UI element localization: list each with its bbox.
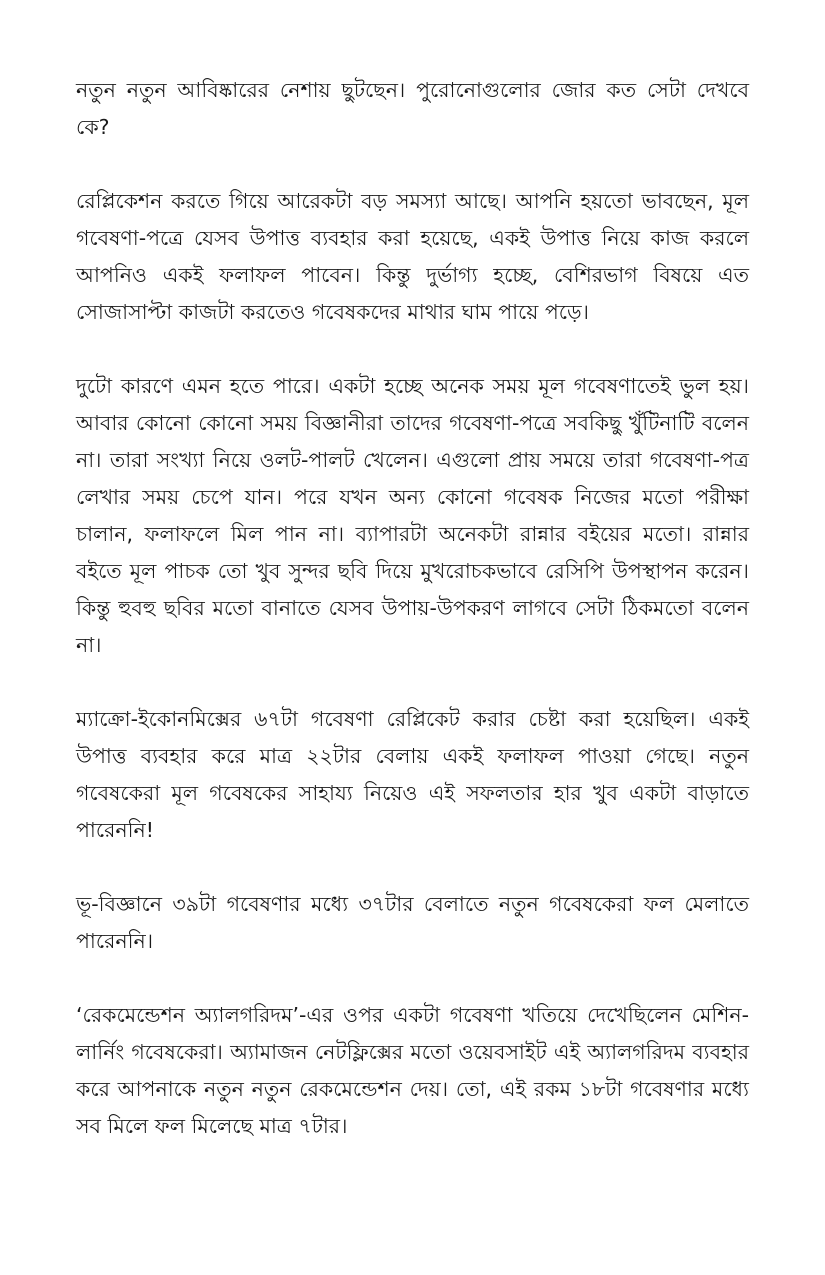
document-page [76, 72, 749, 1145]
paragraph-6: ‘রেকমেন্ডেশন অ্যালগরিদম’-এর ওপর একটা গবেষণা খতিয়ে দেখেছিলেন মেশিন-লার্নিং গবেষকেরা। অ্যামাজন নেটফ্লিক্সের মতো ওয়েবসাইট এই অ্যালগরিদম ব্যবহার করে আপনাকে নতুন নতুন রেকমেন্ডেশন দেয়। তো, এই রকম ১৮টা গবেষণার মধ্যে সব মিলে ফল মিলেছে মাত্র ৭টার। [76, 1003, 749, 1138]
paragraph-5: ভূ-বিজ্ঞানে ৩৯টা গবেষণার মধ্যে ৩৭টার বেলাতে নতুন গবেষকেরা ফল মেলাতে পারেননি। [76, 892, 749, 953]
paragraph-2: রেপ্লিকেশন করতে গিয়ে আরেকটা বড় সমস্যা আছে। আপনি হয়তো ভাবছেন, মূল গবেষণা-পত্রে যেসব উপাত্ত ব্যবহার করা হয়েছে, একই উপাত্ত নিয়ে কাজ করলে আপনিও একই ফলাফল পাবেন। কিন্তু দুর্ভাগ্য হচ্ছে, বেশিরভাগ বিষয়ে এত সোজাসাপ্টা কাজটা করতেও গবেষকদের মাথার ঘাম পায়ে পড়ে। [76, 189, 749, 324]
paragraph-3: দুটো কারণে এমন হতে পারে। একটা হচ্ছে অনেক সময় মূল গবেষণাতেই ভুল হয়। আবার কোনো কোনো সময় বিজ্ঞানীরা তাদের গবেষণা-পত্রে সবকিছু খুঁটিনাটি বলেন না। তারা সংখ্যা নিয়ে ওলট-পালট খেলেন। এগুলো প্রায় সময়ে তারা গবেষণা-পত্র লেখার সময় চেপে যান। পরে যখন অন্য কোনো গবেষক নিজের মতো পরীক্ষা চালান, ফলাফলে মিল পান না। ব্যাপারটা অনেকটা রান্নার বইয়ের মতো। রান্নার বইতে মূল পাচক তো খুব সুন্দর ছবি দিয়ে মুখরোচকভাবে রেসিপি উপস্থাপন করেন। কিন্তু হুবহু ছবির মতো বানাতে যেসব উপায়-উপকরণ লাগবে সেটা ঠিকমতো বলেন না। [76, 374, 749, 657]
paragraph-1: নতুন নতুন আবিষ্কারের নেশায় ছুটছেন। পুরোনোগুলোর জোর কত সেটা দেখবে কে? [76, 78, 749, 139]
paragraph-4: ম্যাক্রো-ইকোনমিক্সের ৬৭টা গবেষণা রেপ্লিকেট করার চেষ্টা করা হয়েছিল। একই উপাত্ত ব্যবহার করে মাত্র ২২টার বেলায় একই ফলাফল পাওয়া গেছে। নতুন গবেষকেরা মূল গবেষকের সাহায্য নিয়েও এই সফলতার হার খুব একটা বাড়াতে পারেননি! [76, 707, 749, 842]
